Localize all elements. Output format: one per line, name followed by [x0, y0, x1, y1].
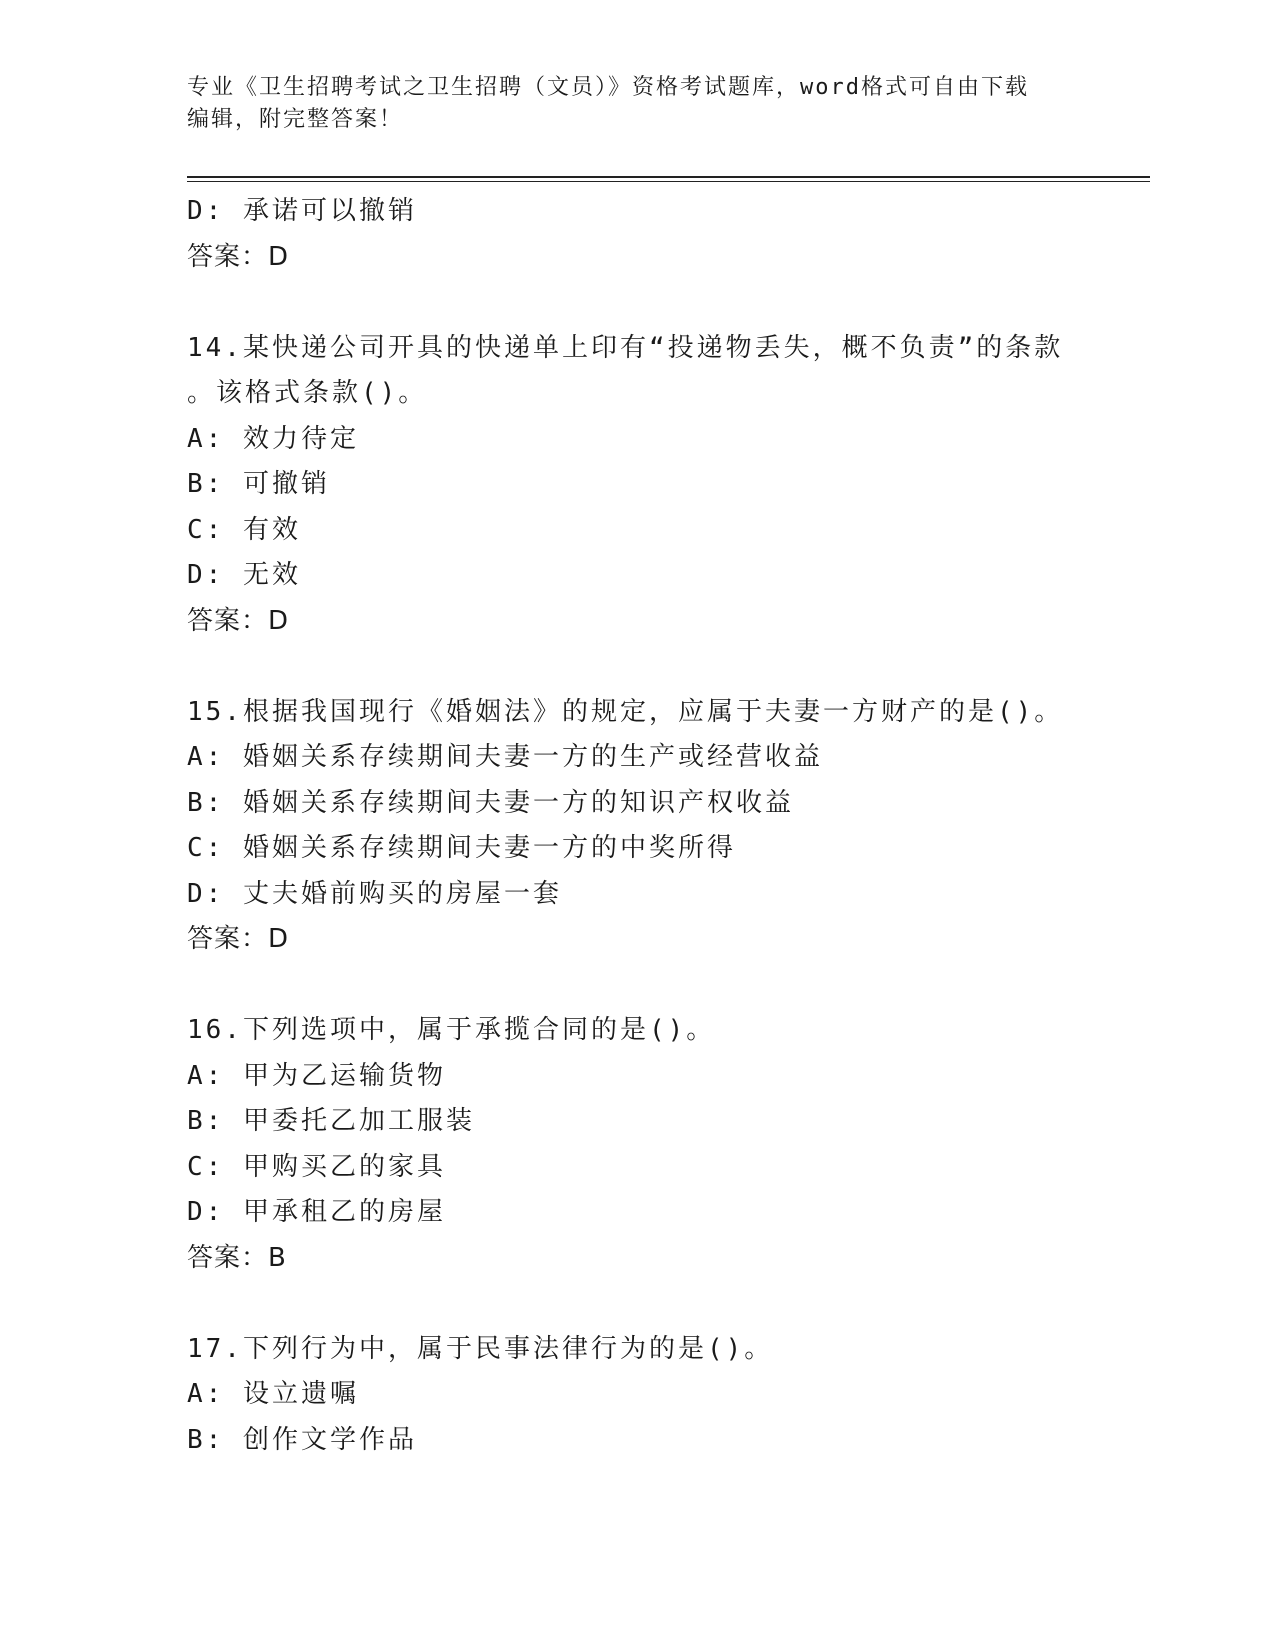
previous-question-tail	[187, 189, 1087, 280]
document-header	[187, 72, 1087, 136]
answer-line: 答案：D	[187, 924, 290, 954]
option-d: D: 丈夫婚前购买的房屋一套	[187, 878, 562, 909]
spacer	[187, 1281, 1087, 1327]
question-16	[187, 1008, 1087, 1281]
option-a: A: 婚姻关系存续期间夫妻一方的生产或经营收益	[187, 742, 823, 772]
option-a: A: 设立遗嘱	[187, 1379, 359, 1409]
option-d: D: 甲承租乙的房屋	[187, 1197, 446, 1227]
question-stem: 17.下列行为中，属于民事法律行为的是()。	[187, 1333, 774, 1364]
option-a: A: 甲为乙运输货物	[187, 1060, 446, 1091]
option-a: A: 效力待定	[187, 423, 359, 454]
option-d: D: 无效	[187, 560, 301, 590]
option-b: B: 创作文学作品	[187, 1424, 417, 1455]
spacer	[187, 280, 1087, 326]
header-title-line-1: 专业《卫生招聘考试之卫生招聘（文员）》资格考试题库，word格式可自由下载	[187, 75, 1029, 100]
question-stem: 15.根据我国现行《婚姻法》的规定，应属于夫妻一方财产的是()。	[187, 696, 1064, 727]
question-stem-continued: 。该格式条款()。	[187, 378, 428, 408]
question-stem: 16.下列选项中，属于承揽合同的是()。	[187, 1015, 716, 1045]
option-b: B: 婚姻关系存续期间夫妻一方的知识产权收益	[187, 787, 794, 818]
answer-line: 答案：D	[187, 605, 290, 636]
answer-line: 答案：D	[187, 241, 290, 272]
question-15	[187, 690, 1087, 963]
answer-line: 答案：B	[187, 1242, 287, 1273]
header-divider-thick	[187, 176, 1150, 178]
question-17	[187, 1327, 1087, 1464]
header-divider-thin	[187, 181, 1150, 182]
spacer	[187, 644, 1087, 690]
question-stem: 14.某快递公司开具的快递单上印有“投递物丢失，概不负责”的条款	[187, 332, 1064, 363]
question-list	[187, 189, 1087, 1463]
header-title-line-2: 编辑，附完整答案！	[187, 107, 404, 132]
option-b: B: 可撤销	[187, 469, 330, 499]
question-14	[187, 326, 1087, 645]
option-d: D: 承诺可以撤销	[187, 196, 417, 226]
spacer	[187, 963, 1087, 1009]
option-b: B: 甲委托乙加工服装	[187, 1106, 475, 1136]
option-c: C: 婚姻关系存续期间夫妻一方的中奖所得	[187, 833, 736, 863]
option-c: C: 有效	[187, 514, 301, 545]
option-c: C: 甲购买乙的家具	[187, 1151, 446, 1182]
